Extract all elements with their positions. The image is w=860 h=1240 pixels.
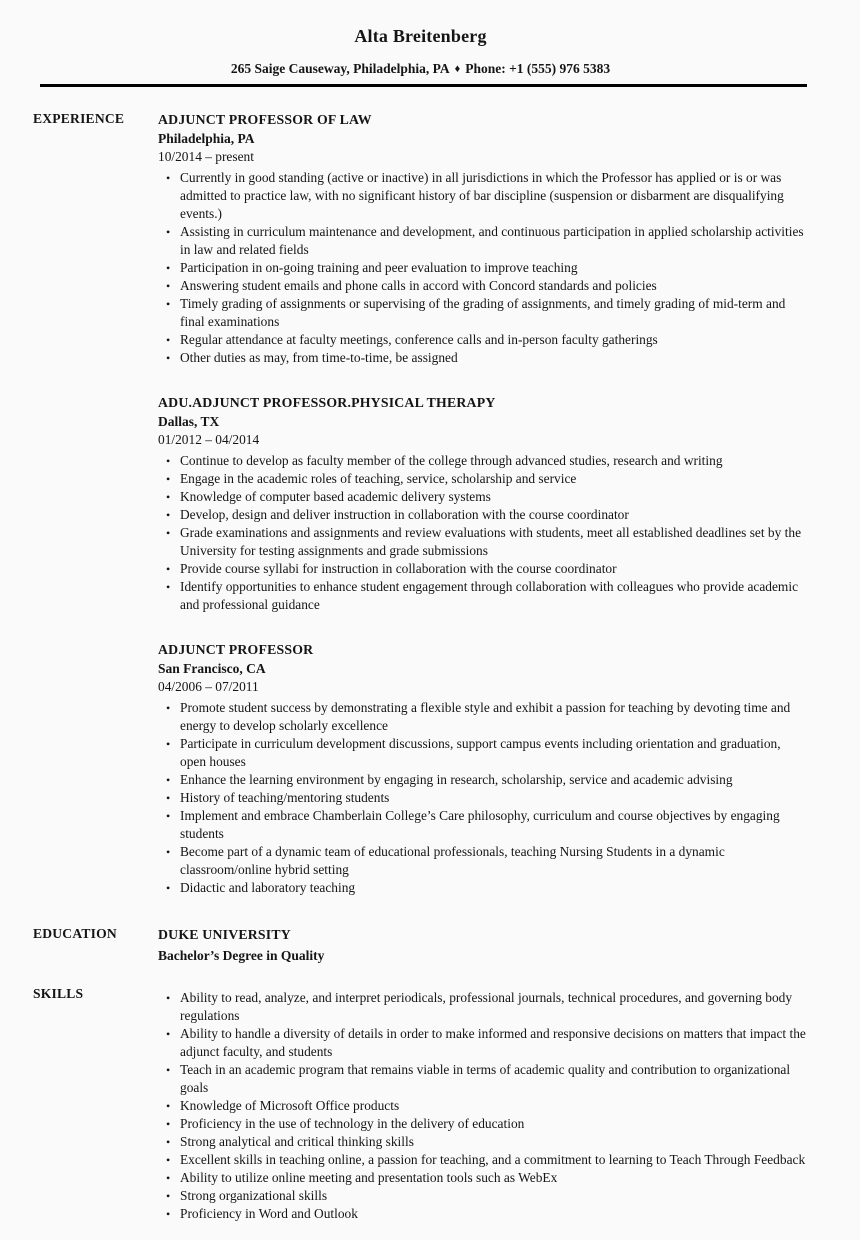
job-dates: 01/2012 – 04/2014: [158, 432, 260, 447]
job-location: San Francisco, CA: [158, 661, 266, 676]
section-experience: [33, 110, 808, 897]
education-degree: Bachelor’s Degree in Quality: [158, 948, 325, 963]
education-school: DUKE UNIVERSITY: [158, 927, 291, 942]
bullet-item: • Participation in on-going training and peer evaluation to improve teaching: [158, 259, 808, 277]
bullet-item: • Strong organizational skills: [158, 1187, 808, 1205]
skills-bullet-list: [158, 989, 808, 1223]
job-bullet-list: [158, 699, 808, 897]
bullet-item: • Ability to read, analyze, and interpret periodicals, professional journals, technical procedures, and governing body regulations: [158, 989, 808, 1025]
bullet-item: • Knowledge of computer based academic delivery systems: [158, 488, 808, 506]
bullet-item: • Proficiency in the use of technology in the delivery of education: [158, 1115, 808, 1133]
bullet-item: • Excellent skills in teaching online, a passion for teaching, and a commitment to learning to Teach Through Feedback: [158, 1151, 808, 1169]
header-divider: [40, 84, 807, 87]
bullet-item: • Become part of a dynamic team of educational professionals, teaching Nursing Students in a dynamic classroom/online hybrid setting: [158, 843, 808, 879]
job-dates: 04/2006 – 07/2011: [158, 679, 259, 694]
bullet-item: • Ability to utilize online meeting and presentation tools such as WebEx: [158, 1169, 808, 1187]
bullet-item: • Answering student emails and phone calls in accord with Concord standards and policies: [158, 277, 808, 295]
bullet-item: • Timely grading of assignments or supervising of the grading of assignments, and timely grading of mid-term and final examinations: [158, 295, 808, 331]
job-entry-adjunct-professor-of-law: [158, 110, 808, 367]
bullet-item: • Identify opportunities to enhance student engagement through collaboration with colleagues who provide academic and professional guidance: [158, 578, 808, 614]
bullet-item: • Enhance the learning environment by engaging in research, scholarship, service and academic advising: [158, 771, 808, 789]
address-text: 265 Saige Causeway, Philadelphia, PA: [230, 61, 450, 76]
bullet-item: • Grade examinations and assignments and review evaluations with students, meet all established deadlines set by the University for testing assignments and grade submissions: [158, 524, 808, 560]
education-content: [158, 925, 808, 965]
bullet-item: • Knowledge of Microsoft Office products: [158, 1097, 808, 1115]
job-bullet-list: [158, 452, 808, 614]
job-title: ADJUNCT PROFESSOR OF LAW: [158, 112, 372, 127]
bullet-item: • Develop, design and deliver instruction in collaboration with the course coordinator: [158, 506, 808, 524]
section-education: [33, 925, 808, 965]
bullet-item: • Participate in curriculum development discussions, support campus events including orientation and graduation, open houses: [158, 735, 808, 771]
bullet-item: • Engage in the academic roles of teaching, service, scholarship and service: [158, 470, 808, 488]
resume-header: [33, 26, 808, 87]
section-label-skills: SKILLS: [33, 986, 84, 1001]
bullet-item: • Ability to handle a diversity of details in order to make informed and responsive decisions on matters that impact the adjunct faculty, and students: [158, 1025, 808, 1061]
section-skills: [33, 985, 808, 1223]
job-dates: 10/2014 – present: [158, 149, 254, 164]
job-entry-adu-adjunct-professor-physical-therapy: [158, 393, 808, 614]
bullet-item: • Promote student success by demonstrating a flexible style and exhibit a passion for teaching by devoting time and energy to develop scholarly excellence: [158, 699, 808, 735]
bullet-item: • Regular attendance at faculty meetings, conference calls and in-person faculty gatherings: [158, 331, 808, 349]
phone-text: Phone: +1 (555) 976 5383: [465, 61, 611, 76]
experience-content: [158, 110, 808, 897]
person-name: Alta Breitenberg: [354, 26, 487, 46]
job-bullet-list: [158, 169, 808, 367]
bullet-item: • Didactic and laboratory teaching: [158, 879, 808, 897]
bullet-item: • Implement and embrace Chamberlain College’s Care philosophy, curriculum and course objectives by engaging students: [158, 807, 808, 843]
bullet-item: • Currently in good standing (active or inactive) in all jurisdictions in which the Professor has applied or is or was admitted to practice law, with no significant history of bar discipline (suspension or disbarment are disqualifying events.): [158, 169, 808, 223]
bullet-item: • Continue to develop as faculty member of the college through advanced studies, research and writing: [158, 452, 808, 470]
job-entry-adjunct-professor: [158, 640, 808, 897]
bullet-item: • Strong analytical and critical thinking skills: [158, 1133, 808, 1151]
diamond-separator-icon: ♦: [454, 63, 461, 75]
bullet-item: • Provide course syllabi for instruction in collaboration with the course coordinator: [158, 560, 808, 578]
bullet-item: • Other duties as may, from time-to-time, be assigned: [158, 349, 808, 367]
job-title: ADJUNCT PROFESSOR: [158, 642, 314, 657]
skills-content: [158, 985, 808, 1223]
section-label-education: EDUCATION: [33, 926, 117, 941]
bullet-item: • Teach in an academic program that remains viable in terms of academic quality and contribution to organizational goals: [158, 1061, 808, 1097]
bullet-item: • Assisting in curriculum maintenance and development, and continuous participation in applied scholarship activities in law and related fields: [158, 223, 808, 259]
bullet-item: • Proficiency in Word and Outlook: [158, 1205, 808, 1223]
job-location: Dallas, TX: [158, 414, 220, 429]
job-title: ADU.ADJUNCT PROFESSOR.PHYSICAL THERAPY: [158, 395, 496, 410]
bullet-item: • History of teaching/mentoring students: [158, 789, 808, 807]
section-label-experience: EXPERIENCE: [33, 111, 125, 126]
contact-line: [33, 61, 808, 77]
job-location: Philadelphia, PA: [158, 131, 255, 146]
